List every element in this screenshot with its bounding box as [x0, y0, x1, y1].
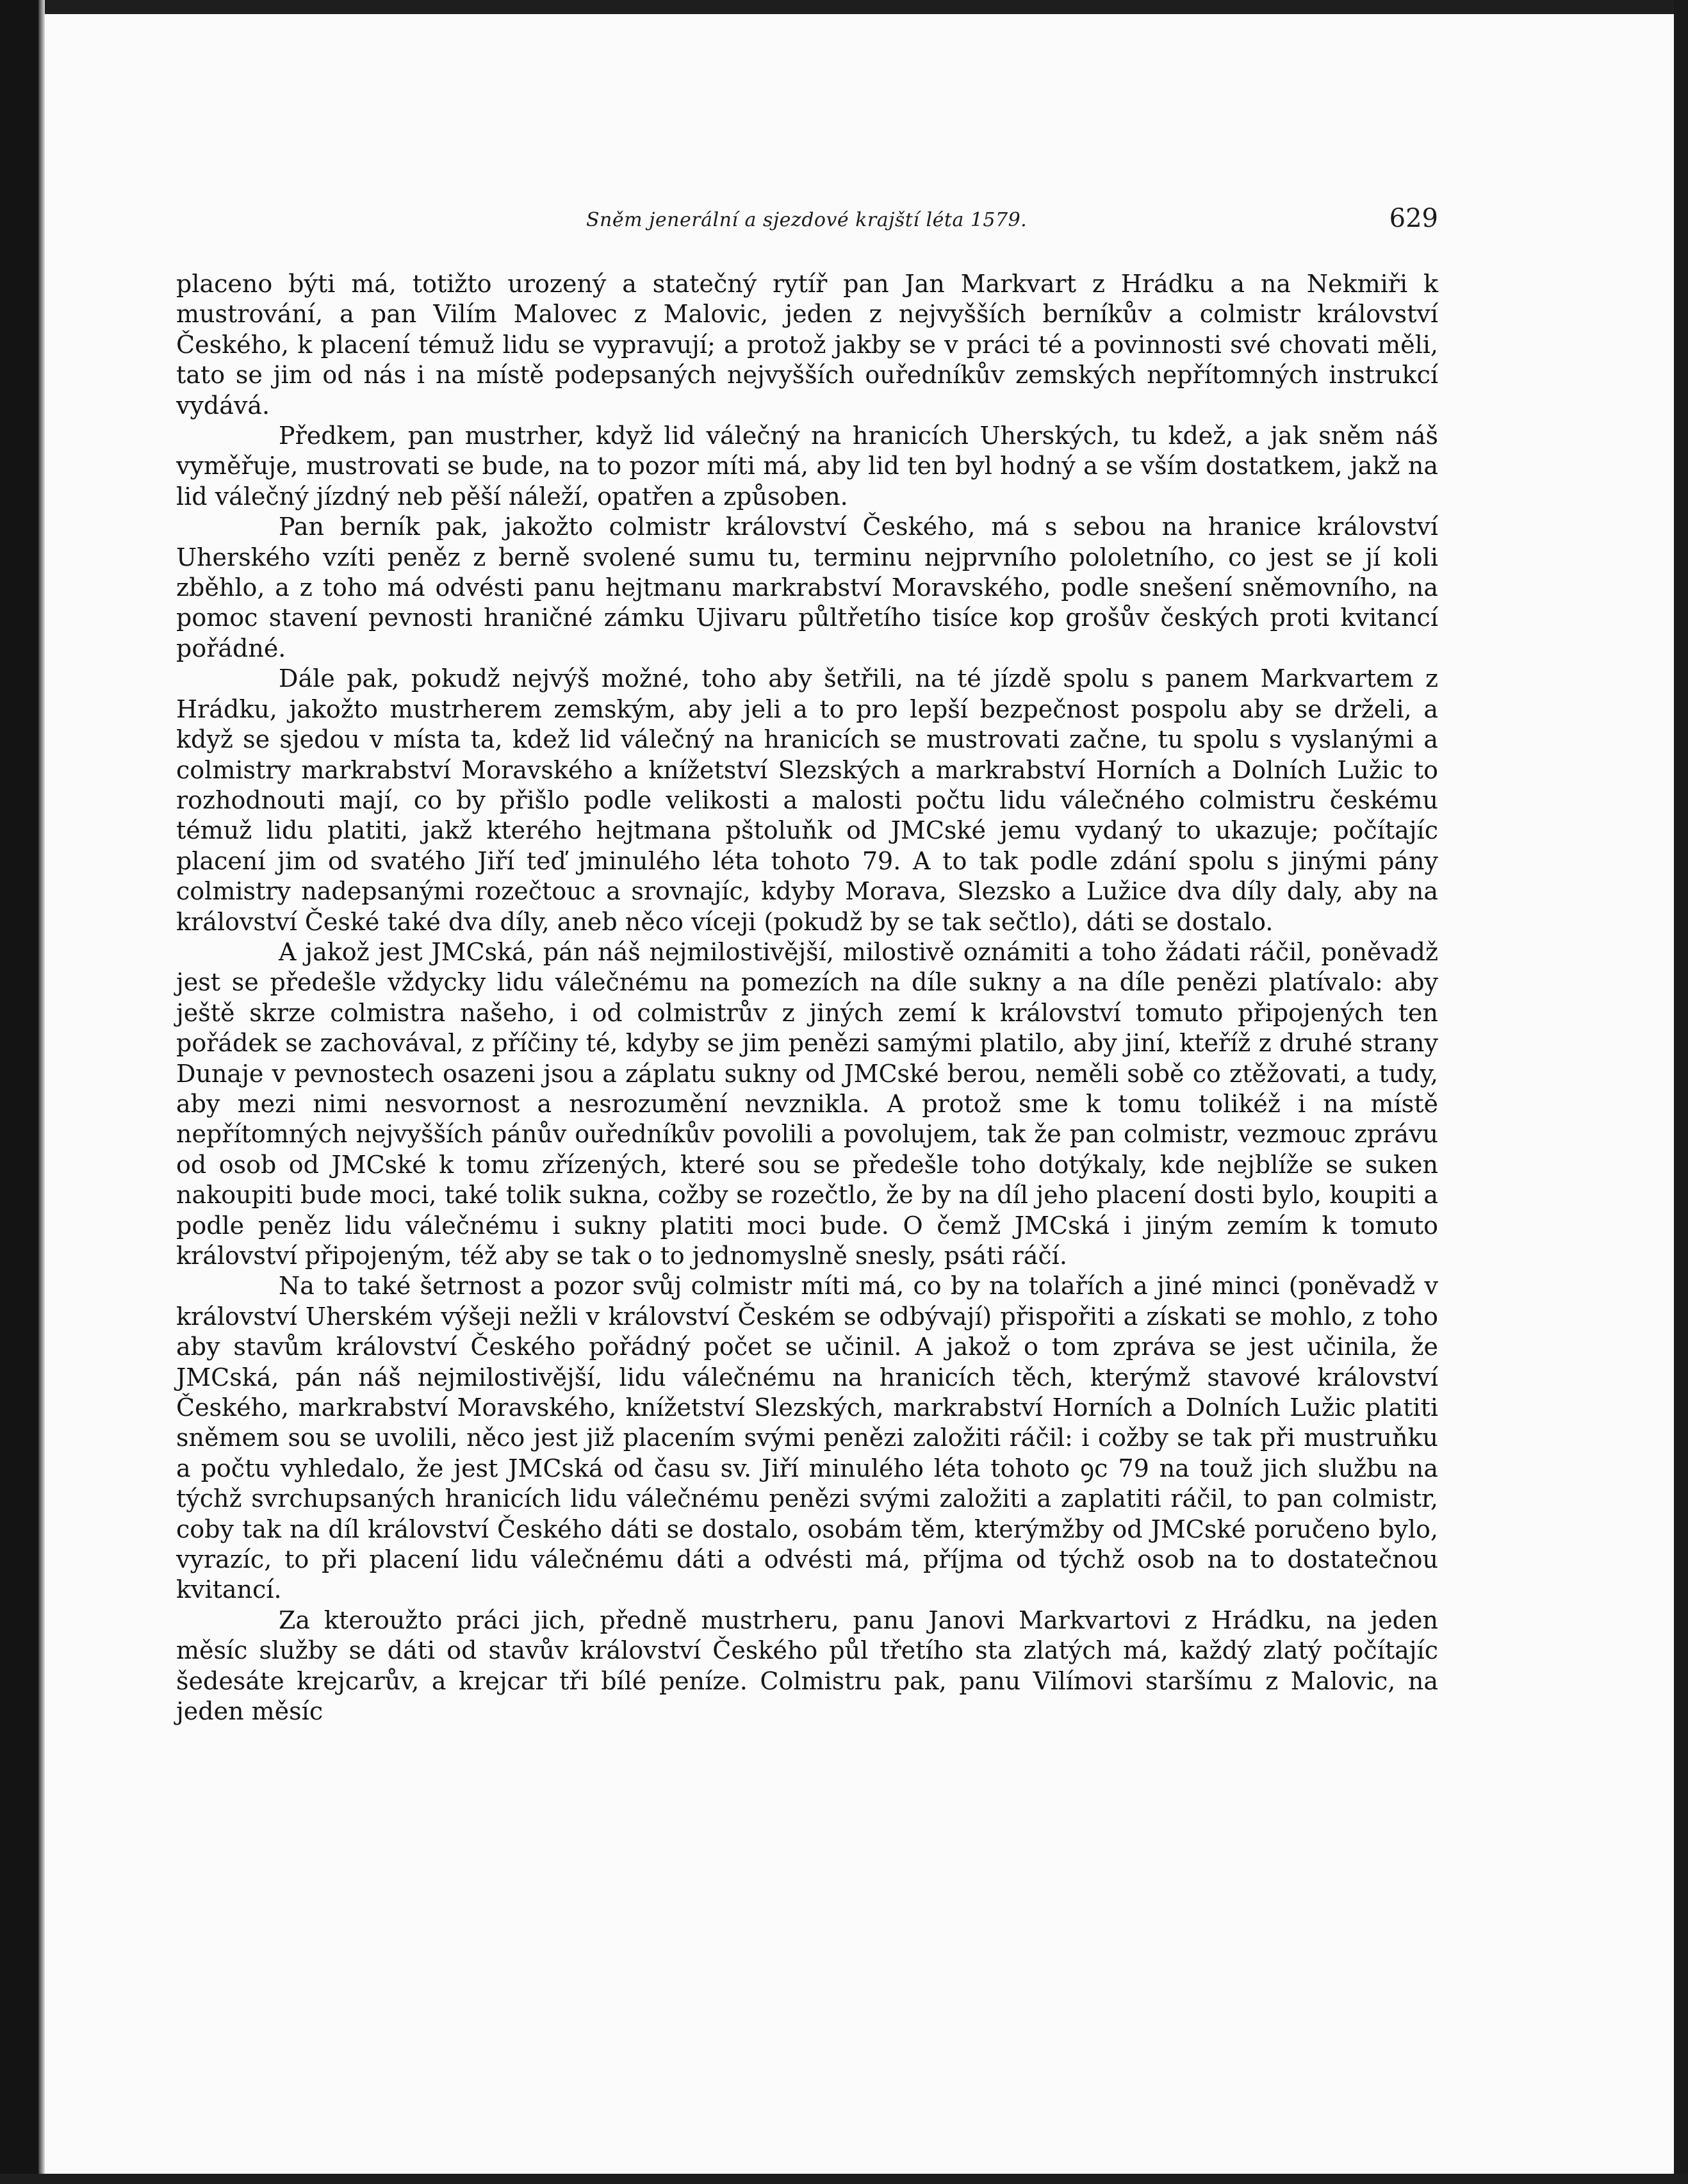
paragraph: A jakož jest JMCská, pán náš nejmilostivější, milostivě oznámiti a toho žádati ráčil, poněvadž jest se předešle vždycky lidu válečnému na pomezích na díle sukny a na díle penězi platívalo: aby ještě skrze colmistra našeho, i od colmistrův z jiných zemí k království tomuto připojených ten pořádek se zachovával, z příčiny té, kdyby se jim penězi samými platilo, aby jiní, kteříž z druhé strany Dunaje v pevnostech osazeni jsou a záplatu sukny od JMCské berou, neměli sobě co ztěžovati, a tudy, aby mezi nimi nesvornost a nesrozumění nevznikla. A protož sme k tomu tolikéž i na místě nepřítomných nejvyšších pánův ouředníkův povolili a povolujem, tak že pan colmistr, vezmouc zprávu od osob od JMCské k tomu zřízených, které sou se předešle toho dotýkaly, kde nejblíže se suken nakoupiti bude moci, také tolik sukna, cožby se rozečtlo, že by na díl jeho placení dosti bylo, koupiti a podle peněz lidu válečnému i sukny platiti moci bude. O čemž JMCská i jiným zemím k tomuto království připojeným, též aby se tak o to jednomyslně snesly, psáti ráčí.	[176, 937, 1438, 1270]
page-number: 629	[1389, 204, 1438, 233]
running-head	[176, 204, 1438, 242]
page-gutter-shadow	[38, 0, 45, 2184]
running-title: Sněm jenerální a sjezdové krajští léta 1579.	[586, 209, 1028, 231]
scan-border-bottom	[0, 2174, 1688, 2184]
paragraph: Předkem, pan mustrher, když lid válečný na hranicích Uherských, tu kdež, a jak sněm náš vyměřuje, mustrovati se bude, na to pozor míti má, aby lid ten byl hodný a se vším dostatkem, jakž na lid válečný jízdný neb pěší náleží, opatřen a způsoben.	[176, 422, 1438, 511]
scan-border-top	[0, 0, 1688, 14]
scan-border-right	[1674, 0, 1688, 2184]
scan-border-left	[0, 0, 38, 2184]
paragraph: Pan berník pak, jakožto colmistr království Českého, má s sebou na hranice království Uherského vzíti peněz z berně svolené sumu tu, terminu nejprvního pololetního, co jest se jí koli zběhlo, a z toho má odvésti panu hejtmanu markrabství Moravského, podle snešení sněmovního, na pomoc stavení pevnosti hraničné zámku Ujivaru půltřetího tisíce kop grošův českých proti kvitancí pořádné.	[176, 513, 1438, 662]
paragraph: Za kteroužto práci jich, předně mustrheru, panu Janovi Markvartovi z Hrádku, na jeden měsíc služby se dáti od stavův království Českého půl třetího sta zlatých má, každý zlatý počítajíc šedesáte krejcarův, a krejcar tři bílé peníze. Colmistru pak, panu Vilímovi staršímu z Malovic, na jeden měsíc	[176, 1605, 1438, 1726]
text-body	[176, 269, 1438, 1727]
paragraph: Na to také šetrnost a pozor svůj colmistr míti má, co by na tolařích a jiné minci (poněvadž v království Uherském výšeji nežli v království Českém se odbývají) přispořiti a získati se mohlo, z toho aby stavům království Českého pořádný počet se učinil. A jakož o tom zpráva se jest učinila, že JMCská, pán náš nejmilostivější, lidu válečnému na hranicích těch, kterýmž stavové království Českého, markrabství Moravského, knížetství Slezských, markrabství Horních a Dolních Lužic platiti sněmem sou se uvolili, něco jest již placením svými penězi založiti ráčil: i cožby se tak při mustruňku a počtu vyhledalo, že jest JMCská od času sv. Jiří minulého léta tohoto ꝯc 79 na touž jich službu na týchž svrchupsaných hranicích lidu válečnému penězi svými založiti a zaplatiti ráčil, to pan colmistr, coby tak na díl království Českého dáti se dostalo, osobám těm, kterýmžby od JMCské poručeno bylo, vyrazíc, to při placení lidu válečnému dáti a odvésti má, příjma od týchž osob na to dostatečnou kvitancí.	[176, 1272, 1438, 1604]
paragraph: placeno býti má, totižto urozený a statečný rytíř pan Jan Markvart z Hrádku a na Nekmiři k mustrování, a pan Vilím Malovec z Malovic, jeden z nejvyšších berníkův a colmistr království Českého, k placení témuž lidu se vypravují; a protož jakby se v práci té a povinnosti své chovati měli, tato se jim od nás i na místě podepsaných nejvyšších ouředníkův zemských nepřítomných instrukcí vydává.	[176, 270, 1438, 420]
paragraph: Dále pak, pokudž nejvýš možné, toho aby šetřili, na té jízdě spolu s panem Markvartem z Hrádku, jakožto mustrherem zemským, aby jeli a to pro lepší bezpečnost pospolu aby se drželi, a když se sjedou v místa ta, kdež lid válečný na hranicích se mustrovati začne, tu spolu s vyslanými a colmistry markrabství Moravského a knížetství Slezských a markrabství Horních a Dolních Lužic to rozhodnouti mají, co by přišlo podle velikosti a malosti počtu lidu válečného colmistru českému témuž lidu platiti, jakž kterého hejtmana pštoluňk od JMCské jemu vydaný to ukazuje; počítajíc placení jim od svatého Jiří teď jminulého léta tohoto 79. A to tak podle zdání spolu s jinými pány colmistry nadepsanými rozečtouc a srovnajíc, kdyby Morava, Slezsko a Lužice dva díly daly, aby na království České také dva díly, aneb něco víceji (pokudž by se tak sečtlo), dáti se dostalo.	[176, 664, 1438, 936]
